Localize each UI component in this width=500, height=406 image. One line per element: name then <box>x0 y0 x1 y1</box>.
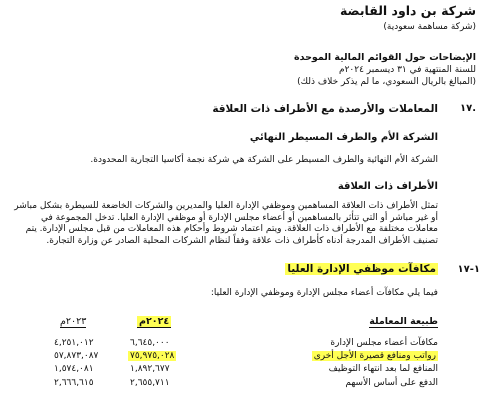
related-line: معاملات مختلفة مع الأطراف ذات العلاقة. ويتم اعتماد شروط وأحكام هذه المعاملات من قبل مجلس الإدارة. يتم <box>25 224 438 234</box>
table-row-label <box>312 351 438 361</box>
company-type: (شركة مساهمة سعودية) <box>383 22 476 32</box>
col-header-nature: طبيعة المعاملة <box>369 316 438 327</box>
parent-heading: الشركة الأم والطرف المسيطر النهائي <box>249 132 438 143</box>
related-line: تصنيف الأطراف المدرجة أدناه كأطراف ذات علاقة وفقاً لنظام الشركات المحلية الصادر عن وزارة التجارة. <box>46 235 438 246</box>
table-cell-2023: ١,٥٧٤,٠٨١ <box>54 364 94 374</box>
subsection-title-text: مكافآت موظفي الإدارة العليا <box>287 263 436 275</box>
table-cell-2023: ٢,٦٦٦,٦١٥ <box>54 378 94 388</box>
currency-note: (المبالغ بالريال السعودي، ما لم يذكر خلاف ذلك) <box>297 77 476 87</box>
table-cell-2023: ٥٧,٨٧٣,٠٨٧ <box>54 351 99 361</box>
table-cell-2024: ١,٨٩٢,٦٧٧ <box>130 364 170 374</box>
table-cell-2024: ٢,٦٥٥,٧١١ <box>130 378 170 388</box>
related-line: أو غير مباشر أو التي تتأثر بالمساهمين أو أعضاء مجلس الإدارة أو موظفي الإدارة العليا. تدخل المجموعة في <box>41 212 438 223</box>
table-row-label: المنافع لما بعد انتهاء التوظيف <box>328 364 438 374</box>
related-heading: الأطراف ذات العلاقة <box>337 181 438 192</box>
subsection-title <box>285 263 438 275</box>
table-cell-2024-highlight: ٧٥,٩٧٥,٠٢٨ <box>130 351 175 361</box>
table-cell-2023: ٤,٢٥١,٠١٢ <box>54 338 94 348</box>
parent-text: الشركة الأم النهائية والطرف المسيطر على الشركة هي شركة نجمة أكاسيا التجارية المحدودة. <box>90 155 438 165</box>
company-name: شركة بن داود القابضة <box>339 3 476 18</box>
table-row-label: مكافآت أعضاء مجلس الإدارة <box>330 338 438 348</box>
subsection-intro: فيما يلي مكافآت أعضاء مجلس الإدارة وموظفي الإدارة العليا: <box>210 288 438 298</box>
table-cell-2024 <box>128 351 176 361</box>
period-text: للسنة المنتهية في ٣١ ديسمبر ٢٠٢٤م <box>339 65 476 75</box>
related-paragraph <box>8 201 438 247</box>
table-row-label: الدفع على أساس الأسهم <box>345 378 438 388</box>
related-line: تمثل الأطراف ذات العلاقة المساهمين وموظفي الإدارة العليا والمديرين والشركات الخاضعة للسيطرة بشكل مباشر <box>14 201 438 211</box>
section-title: المعاملات والأرصدة مع الأطراف ذات العلاقة <box>212 103 438 115</box>
statements-title: الإيضاحات حول القوائم المالية الموحدة <box>293 52 476 63</box>
table-row-label-highlight: رواتب ومنافع قصيرة الأجل أخرى <box>313 351 436 361</box>
col-header-2023: ٢٠٢٣م <box>60 316 87 327</box>
col-header-2024 <box>137 316 171 328</box>
section-number: .١٧ <box>459 103 476 114</box>
subsection-number: ١-١٧ <box>457 264 480 275</box>
table-cell-2024: ٦,٦٤٥,٠٠٠ <box>130 338 170 348</box>
col-header-2024-text: ٢٠٢٤م <box>139 316 170 327</box>
